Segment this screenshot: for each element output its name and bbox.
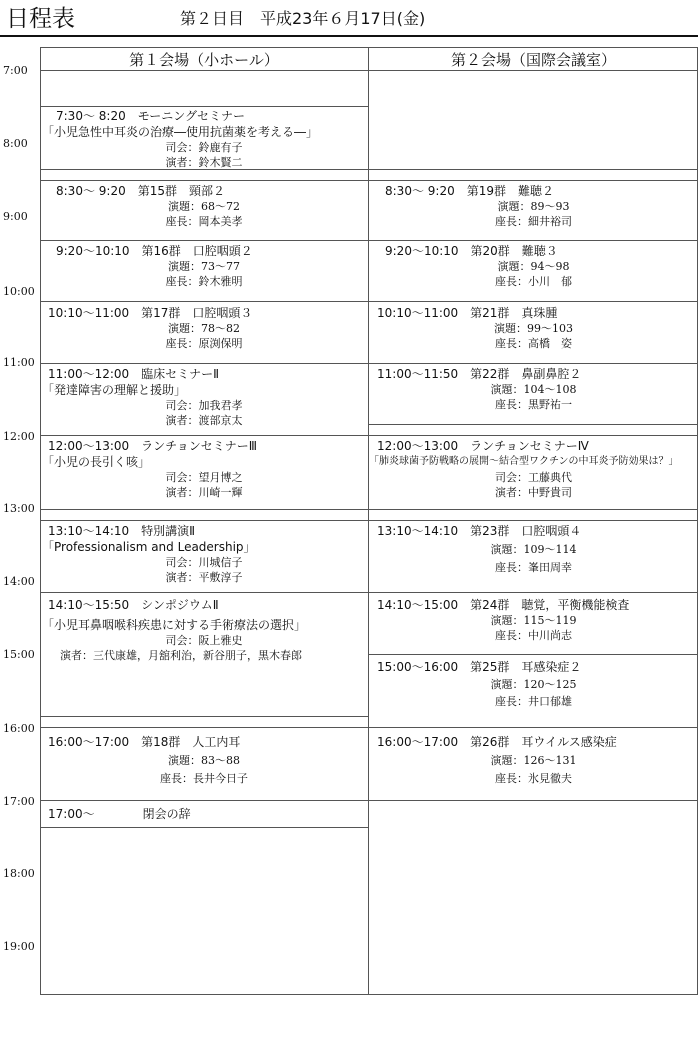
session-heading: 16:00～17:00 第26群 耳ウイルス感染症	[377, 735, 617, 749]
grid-line	[369, 727, 698, 728]
session-heading: 13:10～14:10 第23群 口腔咽頭４	[377, 524, 582, 538]
time-label: 18:00	[3, 867, 35, 880]
session-heading: 14:10～15:00 第24群 聴覚，平衡機能検査	[377, 598, 630, 612]
time-label: 15:00	[3, 648, 35, 661]
session-chair: 座長：峯田周幸	[495, 561, 572, 574]
session-chair: 座長：黒野祐一	[495, 398, 572, 411]
session-block	[371, 523, 696, 575]
session-speaker: 演者：中野貴司	[495, 486, 572, 499]
day-date: 第２日目 平成23年６月17日(金)	[180, 9, 426, 28]
session-block	[371, 366, 696, 412]
room2-header: 第２会場（国際会議室）	[450, 51, 616, 69]
session-abstracts: 演題：126～131	[490, 754, 577, 767]
session-block	[371, 183, 696, 229]
session-heading: 12:00～13:00 ランチョンセミナーⅢ	[48, 439, 258, 453]
session-chair: 座長：原渕保明	[165, 337, 243, 350]
grid-line	[369, 363, 698, 364]
session-heading: 10:10～11:00 第17群 口腔咽頭３	[48, 306, 253, 320]
time-label: 10:00	[3, 285, 35, 298]
grid-line	[40, 240, 368, 241]
session-block	[42, 523, 366, 585]
grid-line	[369, 169, 698, 170]
session-heading: 14:10～15:50 シンポジウムⅡ	[48, 598, 219, 612]
time-label: 11:00	[3, 356, 35, 369]
grid-line	[40, 727, 368, 728]
session-block	[42, 806, 366, 822]
session-heading: 15:00～16:00 第25群 耳感染症２	[377, 660, 582, 674]
session-chair: 座長：井口郁雄	[495, 695, 572, 708]
column-divider	[368, 47, 369, 995]
session-block	[42, 438, 366, 500]
time-label: 16:00	[3, 722, 35, 735]
grid-line	[369, 592, 698, 593]
session-chair: 座長：氷見徹夫	[495, 772, 572, 785]
session-chair: 座長：鈴木雅明	[165, 275, 243, 288]
grid-line	[40, 106, 368, 107]
session-speaker: 演者：渡部京太	[165, 414, 243, 427]
session-chair: 司会：望月博之	[165, 471, 243, 484]
time-label: 14:00	[3, 575, 35, 588]
session-chair: 司会：加我君孝	[165, 399, 243, 412]
session-title: 「発達障害の理解と援助」	[42, 383, 187, 397]
session-abstracts: 演題：109～114	[490, 543, 577, 556]
header-rule	[0, 35, 698, 37]
session-title: 「Professionalism and Leadership」	[42, 540, 256, 554]
session-abstracts: 演題：104～108	[490, 383, 577, 396]
grid-line	[369, 654, 698, 655]
session-block	[42, 305, 366, 351]
closing-remarks: 17:00～ 閉会の辞	[48, 807, 191, 821]
session-block	[42, 734, 366, 786]
grid-line	[369, 520, 698, 521]
session-heading: 11:00～11:50 第22群 鼻副鼻腔２	[377, 367, 582, 381]
room1-header: 第１会場（小ホール）	[129, 51, 279, 69]
session-chair: 座長：長井今日子	[160, 772, 248, 785]
session-chair: 座長：高橋 姿	[495, 337, 572, 350]
grid-line	[40, 716, 368, 717]
time-label: 13:00	[3, 502, 35, 515]
session-chair: 座長：小川 郁	[495, 275, 572, 288]
session-heading: 13:10～14:10 特別講演Ⅱ	[48, 524, 196, 538]
grid-line	[40, 70, 368, 71]
time-label: 19:00	[3, 940, 35, 953]
session-speaker: 演者：平敷淳子	[165, 571, 243, 584]
session-chair: 座長：細井裕司	[495, 215, 572, 228]
session-block	[371, 597, 696, 643]
session-speaker: 演者：鈴木賢二	[165, 156, 243, 169]
session-speakers: 演者：三代康雄，月舘利治，新谷朋子，黒木春郎	[60, 649, 302, 662]
session-block	[42, 243, 366, 289]
time-label: 17:00	[3, 795, 35, 808]
session-block	[371, 305, 696, 351]
session-block	[42, 597, 366, 663]
session-speaker: 演者：川崎一輝	[165, 486, 243, 499]
grid-line	[40, 435, 368, 436]
session-title: 「小児耳鼻咽喉科疾患に対する手術療法の選択」	[42, 618, 307, 632]
grid-line	[369, 70, 698, 71]
session-abstracts: 演題：78～82	[168, 322, 240, 335]
grid-line	[40, 180, 368, 181]
session-heading: 8:30～ 9:20 第19群 難聴２	[385, 184, 554, 198]
session-abstracts: 演題：68～72	[168, 200, 240, 213]
session-title: 「小児の長引く咳」	[42, 455, 151, 469]
session-abstracts: 演題：89～93	[497, 200, 570, 213]
time-label: 9:00	[3, 210, 28, 223]
session-abstracts: 演題：99～103	[494, 322, 573, 335]
session-chair: 司会：阪上雅史	[165, 634, 243, 647]
session-heading: 7:30～ 8:20 モーニングセミナー	[56, 109, 245, 123]
session-title: 「小児急性中耳炎の治療―使用抗菌薬を考える―」	[42, 125, 319, 139]
grid-line	[369, 240, 698, 241]
grid-line	[40, 301, 368, 302]
session-block	[371, 734, 696, 786]
session-block	[42, 366, 366, 428]
session-block	[42, 183, 366, 229]
grid-line	[369, 509, 698, 510]
grid-line	[369, 435, 698, 436]
session-chair: 座長：中川尚志	[495, 629, 572, 642]
session-abstracts: 演題：94～98	[497, 260, 570, 273]
session-block	[371, 659, 696, 709]
session-chair: 司会：鈴鹿有子	[165, 141, 243, 154]
session-title: 「肺炎球菌予防戦略の展開～結合型ワクチンの中耳炎予防効果は？」	[369, 456, 679, 467]
grid-line	[369, 424, 698, 425]
time-label: 8:00	[3, 137, 28, 150]
session-heading: 12:00～13:00 ランチョンセミナーⅣ	[377, 439, 589, 453]
session-chair: 司会：工藤典代	[495, 471, 572, 484]
session-heading: 9:20～10:10 第16群 口腔咽頭２	[56, 244, 253, 258]
grid-line	[369, 180, 698, 181]
grid-line	[40, 509, 368, 510]
session-block	[371, 243, 696, 289]
grid-line	[40, 592, 368, 593]
grid-line	[40, 363, 368, 364]
session-heading: 9:20～10:10 第20群 難聴３	[385, 244, 558, 258]
time-label: 12:00	[3, 430, 35, 443]
page-title: 日程表	[6, 6, 75, 32]
grid-line	[40, 520, 368, 521]
session-abstracts: 演題：73～77	[168, 260, 240, 273]
grid-line	[369, 800, 698, 801]
session-abstracts: 演題：120～125	[490, 678, 577, 691]
grid-line	[40, 800, 368, 801]
session-block	[371, 438, 696, 500]
grid-line	[40, 827, 368, 828]
session-abstracts: 演題：115～119	[490, 614, 577, 627]
session-heading: 11:00～12:00 臨床セミナーⅡ	[48, 367, 220, 381]
time-label: 7:00	[3, 64, 28, 77]
session-abstracts: 演題：83～88	[168, 754, 240, 767]
session-block	[42, 108, 366, 170]
grid-line	[369, 301, 698, 302]
session-heading: 16:00～17:00 第18群 人工内耳	[48, 735, 241, 749]
session-heading: 10:10～11:00 第21群 真珠腫	[377, 306, 558, 320]
session-chair: 司会：川城信子	[165, 556, 243, 569]
session-heading: 8:30～ 9:20 第15群 頸部２	[56, 184, 225, 198]
session-chair: 座長：岡本美孝	[165, 215, 243, 228]
